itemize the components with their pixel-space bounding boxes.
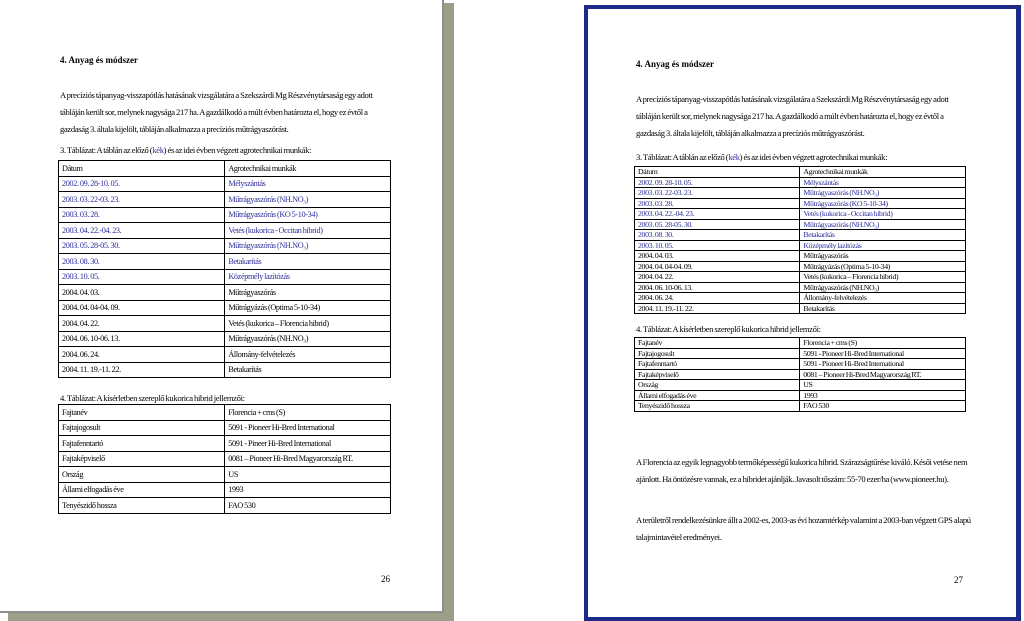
date-cell: 2003. 03. 28. (59, 207, 225, 223)
property-name-cell: Ország (59, 467, 225, 483)
work-cell: Műtrágyaszórás (KO 5-10-34) (800, 198, 966, 209)
table-row (59, 451, 391, 467)
date-cell: 2002. 09. 28-10. 05. (59, 176, 225, 192)
column-header-date: Dátum (635, 167, 800, 178)
date-cell: 2004. 04. 03. (59, 285, 225, 301)
property-value-cell: Florencia + cms (S) (800, 338, 966, 349)
table-row (635, 282, 966, 293)
column-header-work: Agrotechnikai munkák (800, 167, 966, 178)
table-agrotechnical-works (634, 166, 966, 314)
table-row (59, 498, 391, 514)
table-row (59, 362, 391, 378)
table-row (59, 331, 391, 347)
work-cell: Műtrágyaszórás (800, 251, 966, 262)
table-row (635, 177, 966, 188)
date-cell: 2004. 11. 19.-11. 22. (59, 362, 225, 378)
table-row (635, 272, 966, 283)
date-cell: 2002. 09. 28-10. 05. (635, 177, 800, 188)
property-value-cell: 5091 - Pioneer Hi-Bred International (225, 420, 391, 436)
property-name-cell: Fajtajogosult (635, 348, 800, 359)
column-header-date: Dátum (59, 161, 225, 177)
document-page-26 (0, 0, 444, 613)
property-value-cell: FAO 530 (800, 401, 966, 412)
property-value-cell: US (800, 380, 966, 391)
table-row (59, 254, 391, 270)
table-row (59, 405, 391, 421)
work-cell: Betakarítás (225, 362, 391, 378)
date-cell: 2003. 04. 22.-04. 23. (635, 209, 800, 220)
florencia-paragraph: A Florencia az egyik legnagyobb termőképességű kukorica hibrid. Szárazságtűrése kiváló. Késői vetése nem ajánlott. Ha öntözésre vannak, ez a hibridet ajánlják. Javasolt tőszám: 55-70 ezer/ha (www.pioneer.hu). (636, 457, 968, 484)
property-name-cell: Ország (635, 380, 800, 391)
work-cell: Vetés (kukorica – Florencia hibrid) (225, 316, 391, 332)
property-value-cell: 5091 - Pioneer Hi-Bred International (800, 359, 966, 370)
date-cell: 2004. 06. 10-06. 13. (635, 282, 800, 293)
table-row (635, 261, 966, 272)
table-row (635, 293, 966, 304)
table-row (59, 482, 391, 498)
work-cell: Műtrágyaszórás (NH.NO₃) (800, 282, 966, 293)
property-name-cell: Fajtafenntartó (635, 359, 800, 370)
column-header-work: Agrotechnikai munkák (225, 161, 391, 177)
table-row (635, 380, 966, 391)
property-value-cell: 1993 (225, 482, 391, 498)
property-value-cell: FAO 530 (225, 498, 391, 514)
work-cell: Műtrágyaszórás (NH.NO₃) (800, 188, 966, 199)
work-cell: Betakarítás (225, 254, 391, 270)
property-name-cell: Tenyészidő hossza (59, 498, 225, 514)
table-hybrid-properties (634, 337, 966, 412)
date-cell: 2003. 10. 05. (59, 269, 225, 285)
work-cell: Vetés (kukorica - Occitan hibrid) (800, 209, 966, 220)
table-row (59, 467, 391, 483)
work-cell: Mélyszántás (800, 177, 966, 188)
table-row (635, 401, 966, 412)
property-name-cell: Fajtafenntartó (59, 436, 225, 452)
table-row (59, 192, 391, 208)
date-cell: 2004. 04. 04-04. 09. (635, 261, 800, 272)
property-name-cell: Állami elfogadás éve (59, 482, 225, 498)
property-value-cell: 5091 - Pioneer Hi-Bred International (800, 348, 966, 359)
work-cell: Műtrágyaszórás (NH.NO₃) (225, 238, 391, 254)
table-row (635, 338, 966, 349)
property-value-cell: Florencia + cms (S) (225, 405, 391, 421)
table-row (59, 207, 391, 223)
work-cell: Állomány-felvételezés (225, 347, 391, 363)
date-cell: 2003. 03. 22-03. 23. (635, 188, 800, 199)
table-row (59, 316, 391, 332)
table-row (59, 176, 391, 192)
table4-caption: 4. Táblázat: A kísérletben szereplő kukorica hibrid jellemzői: (636, 324, 821, 334)
date-cell: 2003. 03. 22-03. 23. (59, 192, 225, 208)
property-name-cell: Állami elfogadás éve (635, 390, 800, 401)
work-cell: Műtrágyázás (Optima 5-10-34) (800, 261, 966, 272)
table-row (635, 240, 966, 251)
table-row (635, 251, 966, 262)
work-cell: Műtrágyaszórás (NH.NO₃) (225, 331, 391, 347)
work-cell: Mélyszántás (225, 176, 391, 192)
table-row (59, 269, 391, 285)
table-row (59, 420, 391, 436)
property-name-cell: Fajtanév (635, 338, 800, 349)
table3-caption: 3. Táblázat: A táblán az előző (kék) és az idei évben végzett agrotechnikai munkák: (636, 152, 888, 162)
table-agrotechnical-works (58, 160, 391, 378)
table-header-row (635, 167, 966, 178)
table-row (635, 188, 966, 199)
date-cell: 2003. 08. 30. (59, 254, 225, 270)
date-cell: 2004. 06. 10-06. 13. (59, 331, 225, 347)
work-cell: Betakarítás (800, 230, 966, 241)
work-cell: Műtrágyaszórás (KO 5-10-34) (225, 207, 391, 223)
property-name-cell: Fajtajogosult (59, 420, 225, 436)
table-hybrid-properties (58, 404, 391, 514)
property-name-cell: Fajtanév (59, 405, 225, 421)
date-cell: 2004. 04. 04-04. 09. (59, 300, 225, 316)
table-row (635, 219, 966, 230)
work-cell: Betakarítás (800, 303, 966, 314)
date-cell: 2003. 08. 30. (635, 230, 800, 241)
property-name-cell: Tenyészidő hossza (635, 401, 800, 412)
work-cell: Műtrágyázás (Optima 5-10-34) (225, 300, 391, 316)
date-cell: 2004. 04. 22. (59, 316, 225, 332)
date-cell: 2003. 10. 05. (635, 240, 800, 251)
table-row (59, 347, 391, 363)
table-row (59, 238, 391, 254)
date-cell: 2003. 05. 28-05. 30. (59, 238, 225, 254)
date-cell: 2003. 05. 28-05. 30. (635, 219, 800, 230)
work-cell: Állomány-felvételezés (800, 293, 966, 304)
work-cell: Műtrágyaszórás (NH.NO₃) (800, 219, 966, 230)
section-heading: 4. Anyag és módszer (636, 59, 714, 69)
work-cell: Műtrágyaszórás (225, 285, 391, 301)
date-cell: 2004. 11. 19.-11. 22. (635, 303, 800, 314)
data-source-paragraph: A területről rendelkezésünkre állt a 2002-es, 2003-as évi hozamtérkép valamint a 2003-ban végzett GPS alapú talajmintavétel eredményei. (636, 515, 971, 542)
table-row (635, 209, 966, 220)
table-row (59, 436, 391, 452)
page-number: 27 (954, 575, 963, 585)
date-cell: 2004. 06. 24. (635, 293, 800, 304)
work-cell: Középmély lazítózás (800, 240, 966, 251)
date-cell: 2003. 03. 28. (635, 198, 800, 209)
work-cell: Középmély lazítózás (225, 269, 391, 285)
property-value-cell: 0081 – Pioneer Hi-Bred Magyarország RT. (225, 451, 391, 467)
table-row (59, 223, 391, 239)
table-row (59, 300, 391, 316)
property-name-cell: Fajtaképviselő (59, 451, 225, 467)
work-cell: Vetés (kukorica – Florencia hibrid) (800, 272, 966, 283)
work-cell: Műtrágyaszórás (NH.NO₃) (225, 192, 391, 208)
property-value-cell: 0081 – Pioneer Hi-Bred Magyarország RT. (800, 369, 966, 380)
table4-caption: 4. Táblázat: A kísérletben szereplő kukorica hibrid jellemzői: (60, 393, 245, 403)
property-name-cell: Fajtaképviselő (635, 369, 800, 380)
date-cell: 2004. 04. 22. (635, 272, 800, 283)
date-cell: 2003. 04. 22.-04. 23. (59, 223, 225, 239)
property-value-cell: US (225, 467, 391, 483)
date-cell: 2004. 04. 03. (635, 251, 800, 262)
document-page-27 (588, 9, 1016, 617)
table-row (635, 359, 966, 370)
table-row (635, 230, 966, 241)
property-value-cell: 1993 (800, 390, 966, 401)
section-heading: 4. Anyag és módszer (60, 55, 138, 65)
table-row (635, 369, 966, 380)
intro-paragraph: A precíziós tápanyag-visszapótlás hatásának vizsgálatára a Szekszárdi Mg Részvénytársaság egy adott tábláján került sor, melynek nagysága 217 ha. A gazdálkodó a múlt évben határozta el, hogy ez évtől a gazdaság 3. általa kijelölt, tábláján alkalmazza a precíziós műtrágyaszórást. (60, 90, 373, 134)
table-row (635, 390, 966, 401)
page-shadow (444, 3, 454, 621)
work-cell: Vetés (kukorica - Occitan hibrid) (225, 223, 391, 239)
date-cell: 2004. 06. 24. (59, 347, 225, 363)
table-row (635, 303, 966, 314)
table-row (59, 285, 391, 301)
intro-paragraph: A precíziós tápanyag-visszapótlás hatásának vizsgálatára a Szekszárdi Mg Részvénytársaság egy adott tábláján került sor, melynek nagysága 217 ha. A gazdálkodó a múlt évben határozta el, hogy ez évtől a gazdaság 3. általa kijelölt, tábláján alkalmazza a precíziós műtrágyaszórást. (636, 94, 949, 138)
table3-caption: 3. Táblázat: A táblán az előző (kék) és az idei évben végzett agrotechnikai munkák: (60, 145, 312, 155)
page-shadow (8, 613, 454, 621)
table-header-row (59, 161, 391, 177)
page-number: 26 (381, 574, 390, 584)
table-row (635, 348, 966, 359)
table-row (635, 198, 966, 209)
property-value-cell: 5091 - Pineer Hi-Bred International (225, 436, 391, 452)
